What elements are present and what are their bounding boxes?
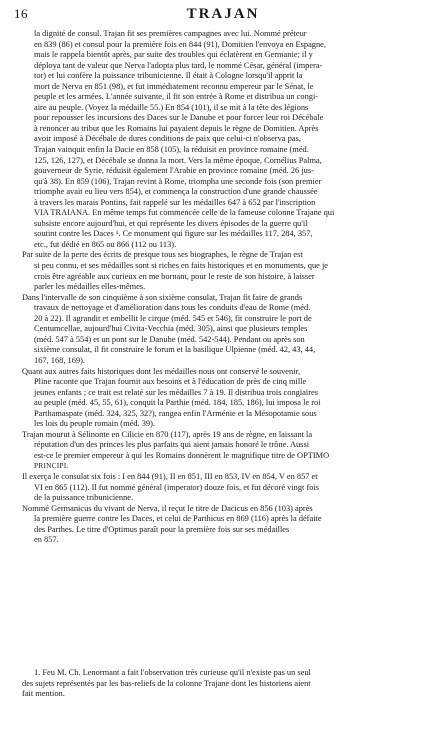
text-line: à renoncer au tribut que les Romains lui payaient depuis le règne de Domitien. Après <box>34 123 319 133</box>
paragraph <box>22 504 432 546</box>
text-line: des Parthes. Le titre d'Optimus paraît pour la première fois sur ses médailles <box>34 524 290 534</box>
text-line: la première guerre contre les Daces, et celui de Parthicus en 869 (116) après la défaite <box>34 514 322 524</box>
paragraph <box>22 250 432 292</box>
text-line: Dans l'intervalle de son cinquième à son sixième consulat, Trajan fit faire de grands <box>22 292 303 302</box>
text-line: si peu connu, et ses médailles sont si riches en faits historiques et en monuments, que je <box>34 261 328 271</box>
text-line: déploya tant de valeur que Nerva l'adopta plus tard, le nommé César, général (impera- <box>34 60 323 70</box>
text-line: à travers les marais Pontins, fait rappelé sur les médailles 647 à 652 par l'inscription <box>34 197 316 207</box>
text-line: peuple et les armées. L'année suivante, il fit son entrée à Rome et distribua un congi- <box>34 92 319 102</box>
text-line: pour repousser les incursions des Daces sur le Danube et pour forcer leur roi Décébale <box>34 113 324 123</box>
text-line: les lois du peuple romain (méd. 39). <box>34 419 155 429</box>
text-line: travaux de nettoyage et d'amélioration dans tous les conduits d'eau de Rome (méd. <box>34 303 311 313</box>
text-line: Quant aux autres faits historiques dont les médailles nous ont conservé le souvenir, <box>22 366 301 376</box>
text-line: triomphe avait eu lieu vers 854), et commença la construction d'une grande chaussée <box>34 187 318 197</box>
text-line: sixième consulat, il fit construire le forum et la basilique Ulpienne (méd. 42, 43, 44, <box>34 345 316 355</box>
footnote-line: 1. Feu M. Ch. Lenormant a fait l'observation très curieuse qu'il n'existe pas un seul <box>34 668 311 677</box>
text-line: en 839 (86) et consul pour la première fois en 844 (91), Domitien l'envoya en Espagne, <box>34 39 326 49</box>
text-line: qu'à 38). En 859 (106), Trajan revint à Rome, triompha une seconde fois (son premier <box>34 176 322 186</box>
text-line: Parthamaspate (méd. 324, 325, 32?), rangea enfin l'Arménie et la Mésopotamie sous <box>34 408 317 418</box>
paragraph <box>22 430 432 472</box>
text-line: mais le rappela bientôt après, par suite des troubles qui éclatèrent en Germanie; il y <box>34 50 313 60</box>
text-line: aire au peuple. (Voyez la médaille 55.) En 854 (101), il se mit à la tête des légions <box>34 102 309 112</box>
text-line: Centumcellae, aujourd'hui Civita-Vecchia (méd. 305), ainsi que plusieurs temples <box>34 324 308 334</box>
body-text <box>22 29 432 546</box>
text-line: parler les médailles elles-mêmes. <box>34 282 146 292</box>
text-line: (méd. 547 à 554) et un pont sur le Danube (méd. 542-544). Pendant ou après son <box>34 334 305 344</box>
page-number: 16 <box>14 6 28 21</box>
text-line: au peuple (méd. 45, 55, 61), conquit la Parthie (méd. 184, 185, 186), lui imposa le roi <box>34 398 321 408</box>
text-line: tor) et lui confère la puissance tribunicienne. Il était à Cologne lorsqu'il apprit la <box>34 71 303 81</box>
text-line: PRINCIPI. <box>34 461 69 471</box>
paragraph <box>22 29 432 250</box>
text-line: avoir imposé à Décébale de dures conditions de paix que celui-ci n'observa pas, <box>34 134 301 144</box>
text-line: subsiste encore aujourd'hui, et qui représente les divers épisodes de la guerre qu'il <box>34 218 308 228</box>
text-line: 20 à 22). Il agrandit et embellit le cirque (méd. 545 et 546), fit construire le port de <box>34 313 312 323</box>
text-line: Trajan vainquit enfin la Dacie en 858 (105), la réduisit en province romaine (méd. <box>34 145 309 155</box>
text-line: de la puissance tribunicienne. <box>34 493 134 503</box>
text-line: gouverneur de Syrie, réduisit également l'Arabie en province romaine (méd. 26 jus- <box>34 166 314 176</box>
text-line: VIA TRAIANA. En même temps fut commencée celle de la fameuse colonne Trajane qui <box>34 208 335 218</box>
footnote-line: des sujets représentés par les bas-reliefs de la colonne Trajane dont les historiens aient <box>22 678 311 688</box>
text-line: Pline raconte que Trajan fournit aux besoins et à l'éducation de près de cinq mille <box>34 377 307 387</box>
text-line: crois être agréable aux curieux en me bornant, pour le reste de son histoire, à laisser <box>34 271 315 281</box>
text-line: Trajan mourut à Sélinonte en Cilicie en 870 (117), après 19 ans de règne, en laissant la <box>22 429 313 439</box>
text-line: 125, 126, 127), et Décébale se donna la mort. Vers la même époque, Cornélius Palma, <box>34 155 322 165</box>
page-header <box>0 6 446 26</box>
text-line: en 857. <box>34 535 59 545</box>
text-line: jeunes enfants ; ce trait est relaté sur les médailles 7 à 19. Il distribua trois congiaires <box>34 387 318 397</box>
text-line: etc., fut dédié en 865 ou 866 (112 ou 113). <box>34 239 177 249</box>
running-title: TRAJAN <box>186 6 260 22</box>
paragraph <box>22 472 432 504</box>
text-line: Il exerça le consulat six fois : I en 844 (91), II en 851, III en 853, IV en 854, V en 857 et <box>22 471 318 481</box>
paragraph <box>22 367 432 430</box>
text-line: VI en 865 (112). Il fut nommé général (imperator) douze fois, et fut décoré vingt fois <box>34 482 320 492</box>
text-line: Nommé Germanicus du vivant de Nerva, il reçut le titre de Dacicus en 856 (103) après <box>22 503 313 513</box>
text-line: 167, 168, 169). <box>34 355 85 365</box>
text-line: la dignité de consul. Trajan fit ses premières campagnes avec lui. Nommé préteur <box>34 29 307 38</box>
text-line: Par suite de la perte des écrits de presque tous ses biographes, le règne de Trajan est <box>22 250 303 260</box>
footnote <box>22 668 432 700</box>
paragraph <box>22 293 432 367</box>
text-line: réputation d'un des princes les plus parfaits qui aient jamais honoré le trône. Aussi <box>34 440 310 450</box>
text-line: soutint contre les Daces ¹. Ce monument qui figure sur les médailles 117, 284, 357, <box>34 229 313 239</box>
text-line: mort de Nerva en 851 (98), et fut immédiatement reconnu empereur par le Sénat, le <box>34 81 314 91</box>
footnote-line: fait mention. <box>22 689 65 699</box>
text-line: est-ce le premier empereur à qui les Romains donnèrent le magnifique titre de OPTIMO <box>34 450 330 460</box>
